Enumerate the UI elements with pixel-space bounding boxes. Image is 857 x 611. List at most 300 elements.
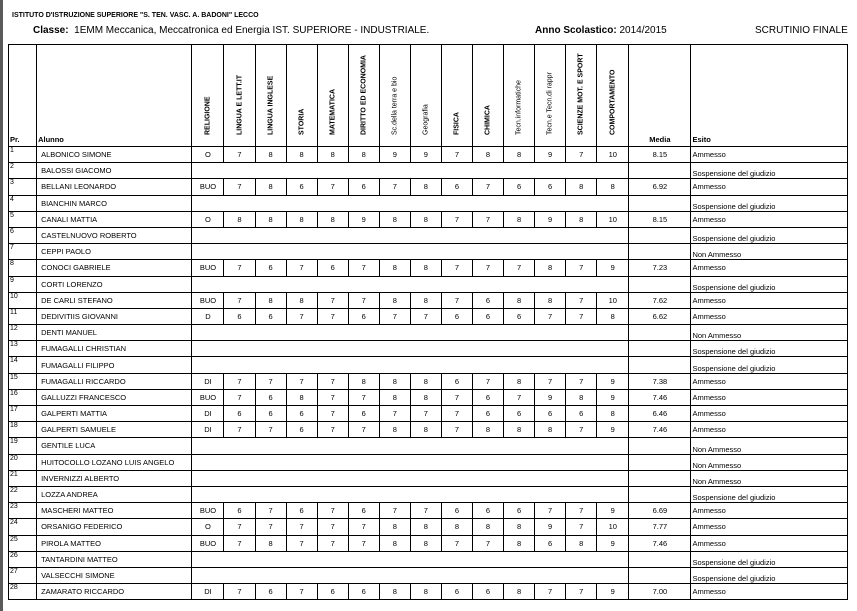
grade-cell: 7 (224, 389, 255, 405)
grade-cell: 6 (441, 308, 472, 324)
media-value: 7.00 (629, 584, 691, 600)
grade-cell: 8 (379, 584, 410, 600)
grade-cell: 7 (504, 389, 535, 405)
grade-cell: 8 (504, 147, 535, 163)
grade-cell: 8 (504, 519, 535, 535)
grade-cell: 7 (317, 535, 348, 551)
media-value (629, 438, 691, 454)
grade-cell: 7 (317, 179, 348, 195)
grade-cell: 9 (597, 584, 629, 600)
grades-empty (192, 470, 629, 486)
subject-label: Sc.della terra e bio (391, 76, 399, 135)
column-header-subject (317, 45, 348, 147)
grade-cell: 7 (566, 292, 597, 308)
esito-value: Sospensione del giudizio (691, 195, 848, 211)
subject-label: Tecn.informatiche (515, 80, 523, 135)
column-header-subject (286, 45, 317, 147)
grade-cell: 8 (410, 535, 441, 551)
esito-value: Non Ammesso (691, 438, 848, 454)
grade-cell: DI (192, 406, 224, 422)
column-header-subject (224, 45, 255, 147)
grade-cell: 6 (441, 179, 472, 195)
media-value (629, 357, 691, 373)
grade-cell: 6 (472, 389, 503, 405)
grade-cell: 9 (597, 422, 629, 438)
student-number: 25 (9, 535, 37, 551)
media-value (629, 470, 691, 486)
esito-value: Non Ammesso (691, 325, 848, 341)
grades-empty (192, 276, 629, 292)
grade-cell: 6 (286, 406, 317, 422)
grade-cell: 7 (566, 422, 597, 438)
grade-cell: 6 (286, 503, 317, 519)
esito-value: Ammesso (691, 584, 848, 600)
student-number: 8 (9, 260, 37, 276)
student-row (9, 260, 848, 276)
grade-cell: 7 (410, 503, 441, 519)
grade-cell: 7 (317, 373, 348, 389)
student-number: 13 (9, 341, 37, 357)
grade-cell: 8 (255, 211, 286, 227)
grade-cell: 8 (379, 260, 410, 276)
grade-cell: 8 (410, 519, 441, 535)
media-value: 6.69 (629, 503, 691, 519)
student-number: 20 (9, 454, 37, 470)
esito-value: Non Ammesso (691, 470, 848, 486)
grade-cell: 7 (472, 179, 503, 195)
grade-cell: 8 (410, 373, 441, 389)
grade-cell: BUO (192, 503, 224, 519)
grade-cell: 9 (535, 211, 566, 227)
student-name: HUITOCOLLO LOZANO LUIS ANGELO (37, 454, 192, 470)
student-row (9, 438, 848, 454)
student-name: DE CARLI STEFANO (37, 292, 192, 308)
grade-cell: 7 (410, 308, 441, 324)
student-number: 27 (9, 567, 37, 583)
column-header-alunno: Alunno (37, 45, 192, 147)
student-name: FUMAGALLI FILIPPO (37, 357, 192, 373)
grade-cell: 7 (224, 422, 255, 438)
column-header-pr: Pr. (9, 45, 37, 147)
grades-empty (192, 438, 629, 454)
student-name: ZAMARATO RICCARDO (37, 584, 192, 600)
grade-cell: 7 (472, 211, 503, 227)
student-row (9, 179, 848, 195)
grade-cell: 9 (597, 373, 629, 389)
student-name: GALPERTI SAMUELE (37, 422, 192, 438)
grade-cell: 7 (224, 584, 255, 600)
column-header-subject (504, 45, 535, 147)
grade-cell: 8 (566, 179, 597, 195)
grade-cell: 8 (348, 373, 379, 389)
media-value: 6.62 (629, 308, 691, 324)
school-year-value: 2014/2015 (619, 25, 667, 36)
grade-cell: 9 (535, 389, 566, 405)
grade-cell: 7 (535, 503, 566, 519)
grade-cell: 7 (224, 535, 255, 551)
grade-cell: 8 (504, 373, 535, 389)
grade-cell: 8 (597, 406, 629, 422)
grade-cell: 8 (286, 389, 317, 405)
student-number: 21 (9, 470, 37, 486)
esito-value: Sospensione del giudizio (691, 551, 848, 567)
page-left-edge (0, 0, 3, 611)
grade-cell: 6 (348, 406, 379, 422)
column-header-subject (348, 45, 379, 147)
esito-value: Sospensione del giudizio (691, 227, 848, 243)
student-number: 2 (9, 163, 37, 179)
student-row (9, 406, 848, 422)
grade-cell: 8 (566, 389, 597, 405)
school-year-label: Anno Scolastico: (535, 25, 617, 36)
esito-value: Ammesso (691, 519, 848, 535)
grade-cell: 6 (348, 179, 379, 195)
media-value (629, 244, 691, 260)
grade-cell: 6 (504, 406, 535, 422)
student-number: 6 (9, 227, 37, 243)
grade-cell: 7 (410, 406, 441, 422)
grade-cell: D (192, 308, 224, 324)
grade-cell: 6 (535, 535, 566, 551)
student-name: GALLUZZI FRANCESCO (37, 389, 192, 405)
esito-value: Ammesso (691, 260, 848, 276)
grade-cell: 7 (317, 406, 348, 422)
student-name: FUMAGALLI RICCARDO (37, 373, 192, 389)
media-value: 7.38 (629, 373, 691, 389)
grade-cell: 8 (317, 147, 348, 163)
media-value (629, 195, 691, 211)
grades-empty (192, 227, 629, 243)
student-number: 14 (9, 357, 37, 373)
grade-cell: 8 (472, 147, 503, 163)
grade-cell: O (192, 211, 224, 227)
grade-cell: 6 (472, 406, 503, 422)
grade-cell: 9 (597, 503, 629, 519)
grade-cell: 7 (472, 535, 503, 551)
student-name: PIROLA MATTEO (37, 535, 192, 551)
student-row (9, 551, 848, 567)
subject-label: COMPORTAMENTO (609, 69, 617, 135)
esito-value: Non Ammesso (691, 454, 848, 470)
grades-empty (192, 454, 629, 470)
school-name: ISTITUTO D'ISTRUZIONE SUPERIORE "S. TEN. VASC. A. BADONI" LECCO (12, 12, 259, 19)
grade-cell: 8 (535, 422, 566, 438)
student-name: BELLANI LEONARDO (37, 179, 192, 195)
grade-cell: 8 (504, 211, 535, 227)
column-header-media: Media (629, 45, 691, 147)
grade-cell: 7 (317, 292, 348, 308)
grade-cell: 9 (410, 147, 441, 163)
student-row (9, 470, 848, 486)
subject-label: Tecn.e Tecn.di rappr (546, 72, 554, 135)
grade-cell: 6 (317, 584, 348, 600)
grade-cell: 6 (224, 308, 255, 324)
grades-empty (192, 325, 629, 341)
student-row (9, 227, 848, 243)
grade-cell: 8 (255, 535, 286, 551)
grade-cell: 7 (317, 519, 348, 535)
subject-label: LINGUA E LETT.IT (236, 74, 244, 135)
student-row (9, 276, 848, 292)
grade-cell: 7 (535, 584, 566, 600)
grade-cell: 6 (566, 406, 597, 422)
student-number: 28 (9, 584, 37, 600)
subject-label: RELIGIONE (204, 96, 212, 135)
column-header-esito: Esito (691, 45, 848, 147)
grade-cell: 8 (410, 584, 441, 600)
grade-cell: 7 (379, 179, 410, 195)
grade-cell: 7 (379, 406, 410, 422)
grade-cell: 8 (379, 389, 410, 405)
grade-cell: 6 (441, 503, 472, 519)
grade-cell: 6 (441, 584, 472, 600)
student-row (9, 163, 848, 179)
student-number: 11 (9, 308, 37, 324)
student-row (9, 325, 848, 341)
student-number: 7 (9, 244, 37, 260)
grade-cell: 6 (504, 179, 535, 195)
esito-value: Ammesso (691, 422, 848, 438)
student-row (9, 373, 848, 389)
grade-cell: 8 (504, 292, 535, 308)
grade-cell: 7 (224, 292, 255, 308)
media-value: 7.62 (629, 292, 691, 308)
student-row (9, 422, 848, 438)
grade-cell: 7 (535, 373, 566, 389)
student-number: 22 (9, 486, 37, 502)
grade-cell: 6 (348, 503, 379, 519)
grade-cell: 7 (255, 519, 286, 535)
student-name: MASCHERI MATTEO (37, 503, 192, 519)
grade-cell: 8 (379, 519, 410, 535)
grade-cell: 7 (224, 373, 255, 389)
subject-label: Geografia (422, 104, 430, 135)
column-header-subject (255, 45, 286, 147)
grade-cell: 7 (441, 406, 472, 422)
grade-cell: 7 (255, 422, 286, 438)
student-name: GALPERTI MATTIA (37, 406, 192, 422)
grade-cell: 8 (566, 535, 597, 551)
esito-value: Ammesso (691, 503, 848, 519)
grade-cell: 8 (255, 179, 286, 195)
esito-value: Ammesso (691, 373, 848, 389)
grade-cell: 7 (317, 389, 348, 405)
grade-cell: 6 (535, 179, 566, 195)
grade-cell: 7 (441, 260, 472, 276)
grades-empty (192, 357, 629, 373)
student-number: 3 (9, 179, 37, 195)
table-body (9, 147, 848, 600)
grade-cell: 6 (255, 260, 286, 276)
esito-value: Sospensione del giudizio (691, 486, 848, 502)
grade-cell: BUO (192, 389, 224, 405)
esito-value: Sospensione del giudizio (691, 276, 848, 292)
grade-cell: 7 (441, 389, 472, 405)
table-header (9, 45, 848, 147)
subject-label: MATEMATICA (329, 88, 337, 135)
grade-cell: 8 (535, 292, 566, 308)
grade-cell: 6 (504, 503, 535, 519)
column-header-subject (535, 45, 566, 147)
student-row (9, 584, 848, 600)
student-name: GENTILE LUCA (37, 438, 192, 454)
subject-label: SCIENZE MOT. E SPORT (577, 53, 585, 135)
grades-empty (192, 551, 629, 567)
grade-cell: 7 (317, 308, 348, 324)
grade-cell: 6 (255, 584, 286, 600)
student-number: 24 (9, 519, 37, 535)
grade-cell: 8 (441, 519, 472, 535)
grade-cell: 9 (379, 147, 410, 163)
grade-cell: 7 (224, 179, 255, 195)
grade-cell: 8 (255, 292, 286, 308)
grade-cell: 7 (566, 503, 597, 519)
student-row (9, 567, 848, 583)
grades-empty (192, 195, 629, 211)
student-row (9, 486, 848, 502)
grade-cell: 7 (566, 308, 597, 324)
class-info-line (0, 25, 857, 39)
column-header-subject (410, 45, 441, 147)
student-number: 5 (9, 211, 37, 227)
grade-cell: 6 (286, 422, 317, 438)
esito-value: Sospensione del giudizio (691, 567, 848, 583)
grade-cell: BUO (192, 260, 224, 276)
grade-cell: 8 (597, 308, 629, 324)
student-row (9, 244, 848, 260)
media-value (629, 486, 691, 502)
student-number: 17 (9, 406, 37, 422)
student-name: CANALI MATTIA (37, 211, 192, 227)
media-value (629, 227, 691, 243)
grade-cell: 10 (597, 519, 629, 535)
esito-value: Ammesso (691, 292, 848, 308)
esito-value: Ammesso (691, 535, 848, 551)
student-name: ALBONICO SIMONE (37, 147, 192, 163)
grade-cell: DI (192, 373, 224, 389)
school-year (535, 25, 667, 36)
grades-empty (192, 163, 629, 179)
grade-cell: 8 (410, 179, 441, 195)
esito-value: Ammesso (691, 211, 848, 227)
grade-cell: 7 (441, 422, 472, 438)
student-name: DEDIVITIIS GIOVANNI (37, 308, 192, 324)
grade-cell: 8 (348, 147, 379, 163)
grade-cell: 6 (317, 260, 348, 276)
grade-cell: 7 (441, 535, 472, 551)
grade-cell: O (192, 147, 224, 163)
grade-cell: 7 (348, 422, 379, 438)
grades-empty (192, 244, 629, 260)
grade-cell: 6 (472, 292, 503, 308)
grade-cell: 8 (317, 211, 348, 227)
student-name: ORSANIGO FEDERICO (37, 519, 192, 535)
grade-cell: 8 (410, 292, 441, 308)
student-row (9, 519, 848, 535)
media-value: 6.92 (629, 179, 691, 195)
student-number: 18 (9, 422, 37, 438)
column-header-subject (472, 45, 503, 147)
student-row (9, 147, 848, 163)
student-name: LOZZA ANDREA (37, 486, 192, 502)
grade-cell: 6 (535, 406, 566, 422)
grade-cell: 8 (472, 422, 503, 438)
student-row (9, 308, 848, 324)
grade-cell: DI (192, 584, 224, 600)
grades-empty (192, 341, 629, 357)
grade-cell: 7 (348, 519, 379, 535)
grade-cell: 6 (224, 503, 255, 519)
grade-cell: 8 (379, 422, 410, 438)
grade-cell: 7 (566, 373, 597, 389)
student-name: BALOSSI GIACOMO (37, 163, 192, 179)
grade-cell: DI (192, 422, 224, 438)
subject-label: DIRITTO ED ECONOMIA (360, 55, 368, 135)
student-number: 12 (9, 325, 37, 341)
media-value: 7.46 (629, 422, 691, 438)
grade-cell: 8 (286, 147, 317, 163)
class-label: Classe: (33, 25, 69, 36)
media-value (629, 341, 691, 357)
class-value: 1EMM Meccanica, Meccatronica ed Energia IST. SUPERIORE - INDUSTRIALE. (74, 25, 430, 36)
student-row (9, 195, 848, 211)
grade-cell: BUO (192, 535, 224, 551)
grade-cell: 8 (410, 389, 441, 405)
grade-cell: 9 (597, 535, 629, 551)
grade-cell: 7 (255, 373, 286, 389)
student-number: 15 (9, 373, 37, 389)
grade-cell: 7 (379, 503, 410, 519)
grade-cell: 8 (535, 260, 566, 276)
student-row (9, 389, 848, 405)
student-name: FUMAGALLI CHRISTIAN (37, 341, 192, 357)
student-name: VALSECCHI SIMONE (37, 567, 192, 583)
grade-cell: 9 (597, 389, 629, 405)
student-number: 1 (9, 147, 37, 163)
grade-cell: 7 (224, 147, 255, 163)
student-name: INVERNIZZI ALBERTO (37, 470, 192, 486)
grade-cell: 6 (348, 308, 379, 324)
grade-cell: 7 (348, 535, 379, 551)
grade-cell: 7 (286, 519, 317, 535)
subject-label: FISICA (453, 112, 461, 135)
grade-cell: 9 (535, 147, 566, 163)
grade-cell: 7 (566, 519, 597, 535)
grade-cell: 8 (472, 519, 503, 535)
grade-cell: 10 (597, 211, 629, 227)
grade-cell: 8 (286, 211, 317, 227)
column-header-subject (597, 45, 629, 147)
grade-cell: O (192, 519, 224, 535)
header-row (9, 45, 848, 147)
student-row (9, 357, 848, 373)
esito-value: Ammesso (691, 406, 848, 422)
grade-cell: 7 (566, 584, 597, 600)
student-name: CONOCI GABRIELE (37, 260, 192, 276)
grades-table (8, 44, 848, 600)
grade-cell: 6 (472, 584, 503, 600)
grade-cell: 8 (255, 147, 286, 163)
grade-cell: 6 (441, 373, 472, 389)
student-name: CORTI LORENZO (37, 276, 192, 292)
column-header-subject (566, 45, 597, 147)
grades-empty (192, 486, 629, 502)
grade-cell: 7 (472, 260, 503, 276)
grade-cell: 6 (472, 503, 503, 519)
student-number: 10 (9, 292, 37, 308)
student-row (9, 503, 848, 519)
student-row (9, 454, 848, 470)
